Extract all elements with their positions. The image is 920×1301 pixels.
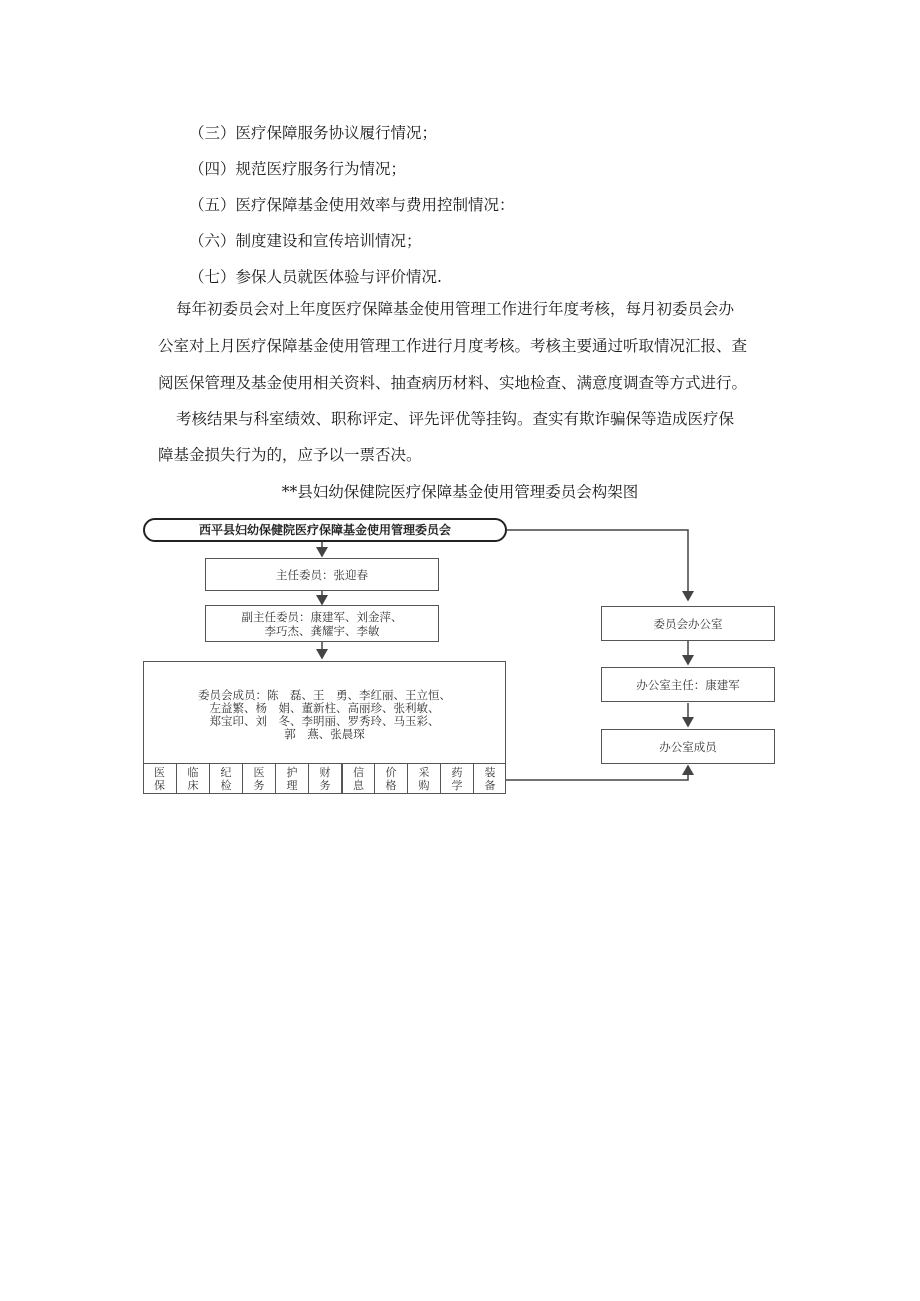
department-cell: 医 务 bbox=[242, 764, 275, 794]
deputy-line: 李巧杰、龚耀宇、李敏 bbox=[264, 624, 380, 638]
members-line: 委员会成员：陈 磊、王 勇、李红丽、王立恒、 bbox=[198, 688, 451, 702]
committee-title: 西平县妇幼保健院医疗保障基金使用管理委员会 bbox=[198, 523, 451, 537]
department-cell: 财 务 bbox=[308, 764, 341, 794]
department-cell: 医 保 bbox=[154, 766, 165, 792]
department-cell: 价 格 bbox=[374, 764, 407, 794]
paragraph-line: 考核结果与科室绩效、职称评定、评先评优等挂钩。查实有欺诈骗保等造成医疗保 bbox=[176, 410, 735, 428]
members-line: 左益繁、杨 娟、董新柱、高丽珍、张利敏、 bbox=[209, 701, 440, 715]
list-item: （五）医疗保障基金使用效率与费用控制情况： bbox=[189, 196, 515, 214]
department-cell: 护 理 bbox=[275, 764, 308, 794]
department-cell: 纪 检 bbox=[209, 764, 242, 794]
office-label: 委员会办公室 bbox=[653, 617, 723, 631]
members-line: 郭 燕、张晨琛 bbox=[284, 727, 365, 741]
office-box bbox=[601, 606, 775, 641]
department-cell: 药 学 bbox=[440, 764, 473, 794]
committee-title-box bbox=[143, 518, 507, 542]
office-members-box bbox=[601, 729, 775, 764]
deputy-director-box bbox=[205, 605, 439, 642]
figure-caption: **县妇幼保健院医疗保障基金使用管理委员会构架图 bbox=[281, 483, 639, 501]
paragraph-line: 公室对上月医疗保障基金使用管理工作进行月度考核。考核主要通过听取情况汇报、查 bbox=[158, 337, 748, 355]
deputy-line: 副主任委员：康建军、刘金萍、 bbox=[241, 610, 403, 624]
paragraph-line: 每年初委员会对上年度医疗保障基金使用管理工作进行年度考核，每月初委员会办 bbox=[176, 300, 735, 318]
paragraph-line: 阅医保管理及基金使用相关资料、抽查病历材料、实地检查、满意度调查等方式进行。 bbox=[158, 374, 748, 392]
director-box bbox=[205, 558, 439, 591]
list-item: （七）参保人员就医体验与评价情况. bbox=[189, 268, 442, 286]
department-cell: 信 息 bbox=[341, 764, 374, 794]
paragraph-line: 障基金损失行为的，应予以一票否决。 bbox=[158, 446, 422, 464]
office-director-box bbox=[601, 667, 775, 702]
list-item: （六）制度建设和宣传培训情况； bbox=[189, 232, 422, 250]
members-line: 郑宝印、刘 冬、李明丽、罗秀玲、马玉彩、 bbox=[209, 714, 440, 728]
list-item: （四）规范医疗服务行为情况； bbox=[189, 160, 407, 178]
list-item: （三）医疗保障服务协议履行情况； bbox=[189, 124, 438, 142]
department-cell: 临 床 bbox=[176, 764, 209, 794]
department-cell: 采 购 bbox=[407, 764, 440, 794]
department-cell: 装 备 bbox=[473, 764, 506, 794]
office-director-label: 办公室主任：康建军 bbox=[636, 678, 740, 692]
director-label: 主任委员：张迎春 bbox=[276, 568, 368, 582]
office-members-label: 办公室成员 bbox=[659, 740, 717, 754]
